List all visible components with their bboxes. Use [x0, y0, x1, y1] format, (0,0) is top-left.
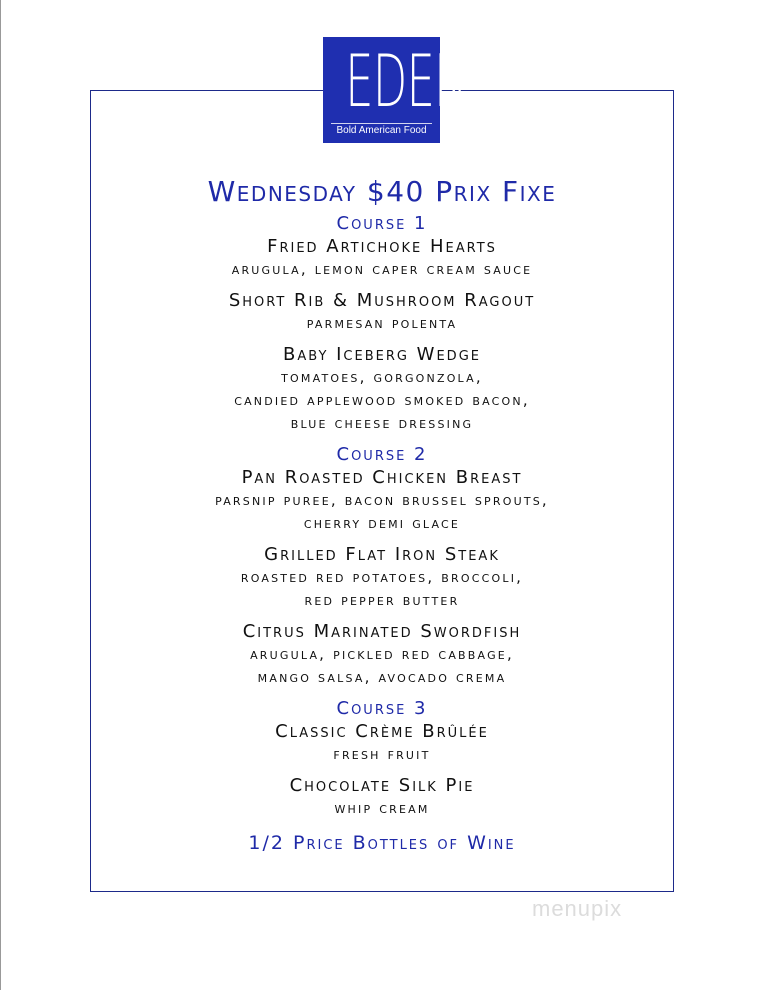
menu-item — [90, 343, 674, 435]
wine-special: 1/2 Price Bottles of Wine — [248, 832, 516, 854]
dish-name: Short Rib & Mushroom Ragout — [228, 290, 536, 311]
logo-tagline: Bold American Food — [336, 125, 427, 136]
course-heading: Course 1 — [336, 213, 428, 234]
dish-description: tomatoes, gorgonzola, — [281, 368, 483, 386]
menu-content — [90, 172, 674, 856]
dish-description: roasted red potatoes, broccoli, — [240, 568, 524, 586]
menu-item — [90, 466, 674, 535]
menu-item — [90, 543, 674, 612]
menu-item — [90, 720, 674, 766]
dish-name: Grilled Flat Iron Steak — [264, 544, 500, 565]
page-left-edge — [0, 0, 1, 990]
logo-divider — [331, 123, 432, 124]
dish-name: Baby Iceberg Wedge — [283, 344, 481, 365]
dish-description: arugula, lemon caper cream sauce — [231, 260, 533, 278]
menu-item — [90, 774, 674, 820]
dish-description: parmesan polenta — [306, 314, 458, 332]
menu-item — [90, 235, 674, 281]
logo-wordmark: EDEN — [345, 39, 467, 123]
dish-name: Chocolate Silk Pie — [289, 775, 475, 796]
eden-logo — [323, 37, 467, 143]
course-heading: Course 2 — [336, 444, 428, 465]
dish-description: red pepper butter — [304, 591, 460, 609]
dish-name: Classic Crème Brûlée — [275, 721, 489, 742]
course-section — [90, 212, 674, 435]
dish-description: mango salsa, avocado crema — [257, 668, 507, 686]
menu-item — [90, 620, 674, 689]
dish-description: candied applewood smoked bacon, — [234, 391, 530, 409]
dish-description: fresh fruit — [333, 745, 431, 763]
menupix-watermark: menupix — [532, 896, 623, 921]
menu-title: Wednesday $40 Prix Fixe — [207, 175, 557, 208]
dish-name: Fried Artichoke Hearts — [267, 236, 497, 257]
dish-description: cherry demi glace — [303, 514, 461, 532]
course-section — [90, 443, 674, 689]
dish-description: blue cheese dressing — [290, 414, 474, 432]
dish-description: parsnip puree, bacon brussel sprouts, — [215, 491, 549, 509]
course-heading: Course 3 — [336, 698, 428, 719]
dish-description: arugula, pickled red cabbage, — [250, 645, 514, 663]
dish-name: Pan Roasted Chicken Breast — [241, 467, 523, 488]
dish-name: Citrus Marinated Swordfish — [242, 621, 522, 642]
dish-description: whip cream — [334, 799, 430, 817]
menu-item — [90, 289, 674, 335]
course-section — [90, 697, 674, 820]
